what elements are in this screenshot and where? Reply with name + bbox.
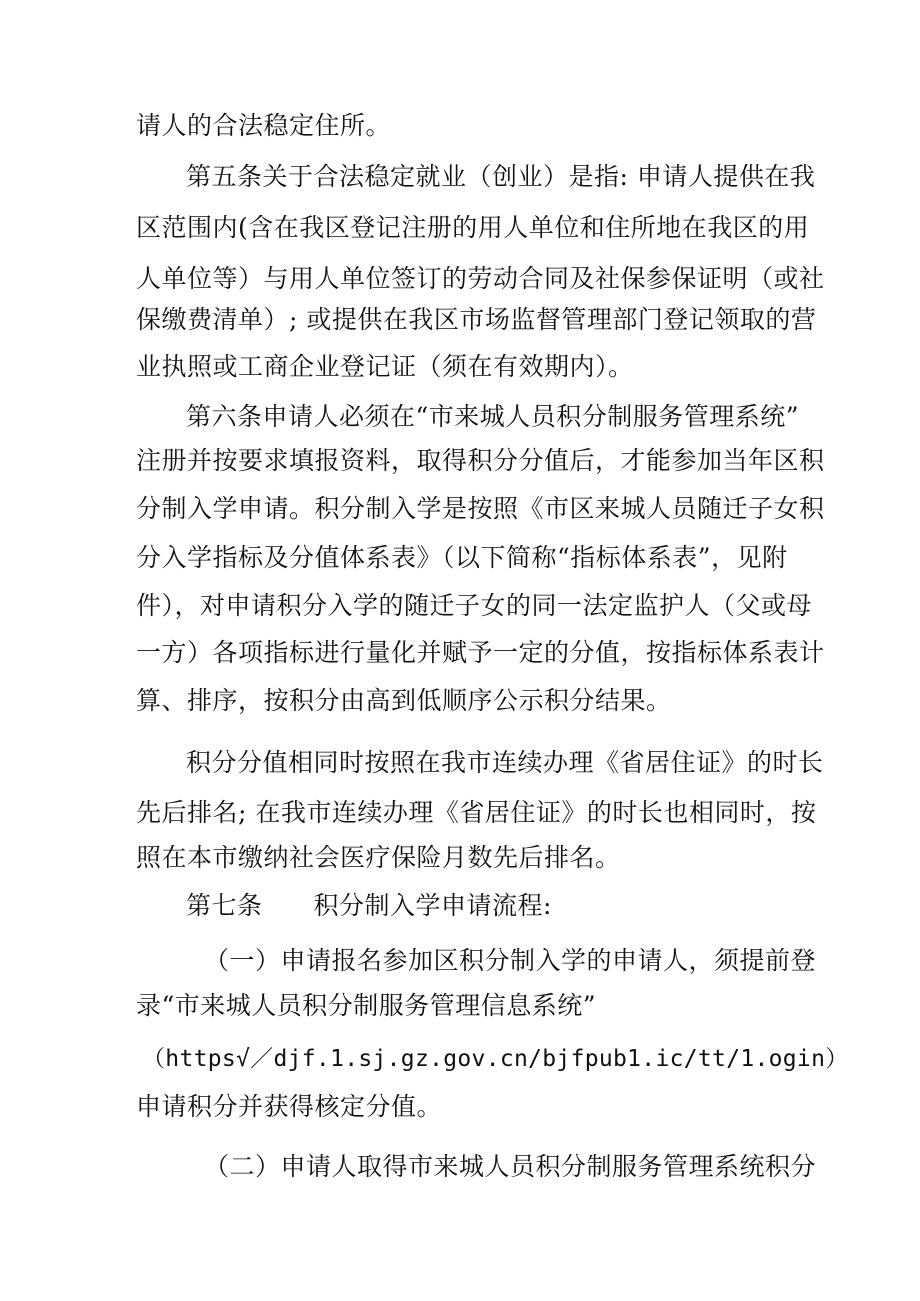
text-line: 照在本市缴纳社会医疗保险月数先后排名。 (136, 843, 621, 872)
text-line: 保缴费清单）; 或提供在我区市场监督管理部门登记领取的营 (136, 305, 817, 334)
text-line: 录“市来城人员积分制服务管理信息系统” (136, 991, 597, 1020)
text-line: 区范围内(含在我区登记注册的用人单位和住所地在我区的用 (136, 213, 810, 242)
text-line: 分制入学申请。积分制入学是按照《市区来城人员随迁子女积 (136, 494, 825, 523)
text-line: 算、排序，按积分由高到低顺序公示积分结果。 (136, 686, 672, 715)
text-line: 请人的合法稳定住所。 (136, 111, 392, 140)
text-line: （一）申请报名参加区积分制入学的申请人，须提前登 (204, 946, 817, 975)
text-line: （二）申请人取得市来城人员积分制服务管理系统积分 (204, 1152, 817, 1181)
text-line: 一方）各项指标进行量化并赋予一定的分值，按指标体系表计 (136, 638, 825, 667)
text-line: 申请积分并获得核定分值。 (136, 1092, 443, 1121)
text-line: 先后排名; 在我市连续办理《省居住证》的时长也相同时，按 (136, 798, 817, 827)
text-line: 注册并按要求填报资料，取得积分分值后，才能参加当年区积 (136, 446, 825, 475)
text-line: 业执照或工商企业登记证（须在有效期内）。 (136, 352, 634, 381)
text-line: 积分分值相同时按照在我市连续办理《省居住证》的时长 (186, 748, 824, 777)
text-line: 第七条 积分制入学申请流程: (186, 891, 552, 920)
text-line: 第六条申请人必须在“市来城人员积分制服务管理系统” (186, 402, 800, 431)
url-line: （https√／djf.1.sj.gz.gov.cn/bjfpub1.ic/tt/1.ogin） (142, 1046, 849, 1072)
text-line: 第五条关于合法稳定就业（创业）是指: 申请人提供在我 (186, 162, 816, 191)
text-line: 件），对申请积分入学的随迁子女的同一法定监护人（父或母 (136, 591, 813, 620)
text-line: 分入学指标及分值体系表》（以下简称“指标体系表”，见附 (136, 543, 788, 572)
text-line: 人单位等）与用人单位签订的劳动合同及社保参保证明（或社 (136, 264, 825, 293)
